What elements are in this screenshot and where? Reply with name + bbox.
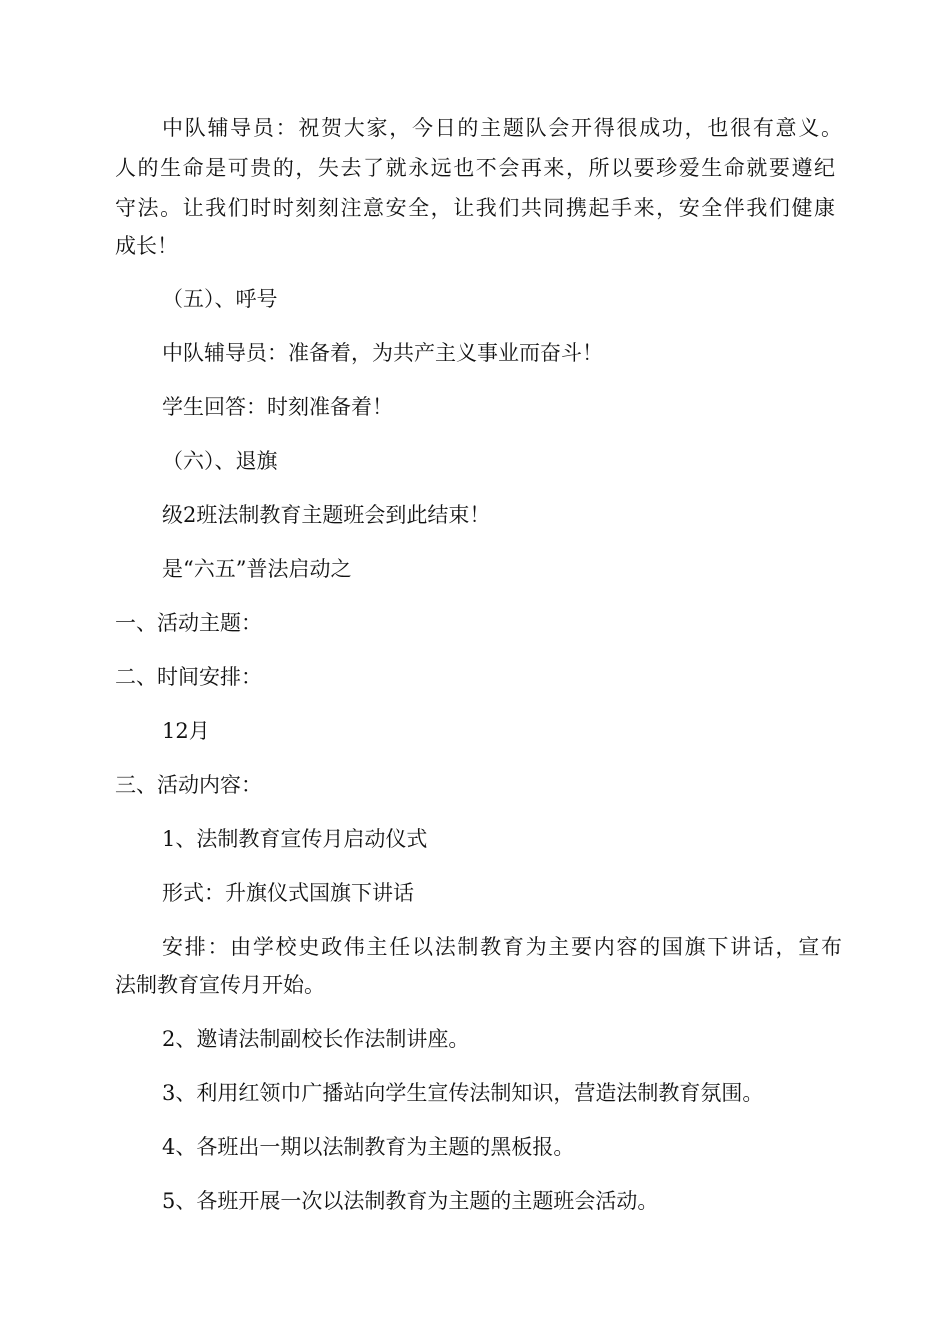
section-6-heading: （六）、退旗	[162, 449, 278, 473]
liuwu-line: 是“六五”普法启动之	[162, 557, 352, 581]
item-5: 5、各班开展一次以法制教育为主题的主题班会活动。	[162, 1189, 659, 1213]
class-meeting-end: 级2班法制教育主题班会到此结束！	[162, 503, 491, 527]
counselor-call: 中队辅导员：准备着，为共产主义事业而奋斗！	[162, 341, 603, 365]
item-1-arrangement-line-1: 安排：由学校史政伟主任以法制教育为主要内容的国旗下讲话，宣布	[162, 935, 842, 959]
student-reply: 学生回答：时刻准备着！	[162, 395, 393, 419]
item-2: 2、邀请法制副校长作法制讲座。	[162, 1027, 470, 1051]
time-schedule-heading: 二、时间安排：	[115, 665, 262, 689]
item-1-form: 形式：升旗仪式国旗下讲话	[162, 881, 414, 905]
activity-content-heading: 三、活动内容：	[115, 773, 262, 797]
closing-remarks-line-4: 成长！	[115, 234, 178, 258]
item-3: 3、利用红领巾广播站向学生宣传法制知识，营造法制教育氛围。	[162, 1081, 764, 1105]
closing-remarks-line-3: 守法。让我们时时刻刻注意安全，让我们共同携起手来，安全伴我们健康	[115, 196, 835, 220]
activity-theme-heading: 一、活动主题：	[115, 611, 262, 635]
closing-remarks-line-2: 人的生命是可贵的，失去了就永远也不会再来，所以要珍爱生命就要遵纪	[115, 156, 835, 180]
item-1: 1、法制教育宣传月启动仪式	[162, 827, 428, 851]
item-1-arrangement-line-2: 法制教育宣传月开始。	[115, 973, 325, 997]
section-5-heading: （五）、呼号	[162, 287, 278, 311]
item-4: 4、各班出一期以法制教育为主题的黑板报。	[162, 1135, 575, 1159]
closing-remarks-line-1: 中队辅导员：祝贺大家，今日的主题队会开得很成功，也很有意义。	[162, 116, 842, 140]
month-text: 12月	[162, 719, 210, 743]
